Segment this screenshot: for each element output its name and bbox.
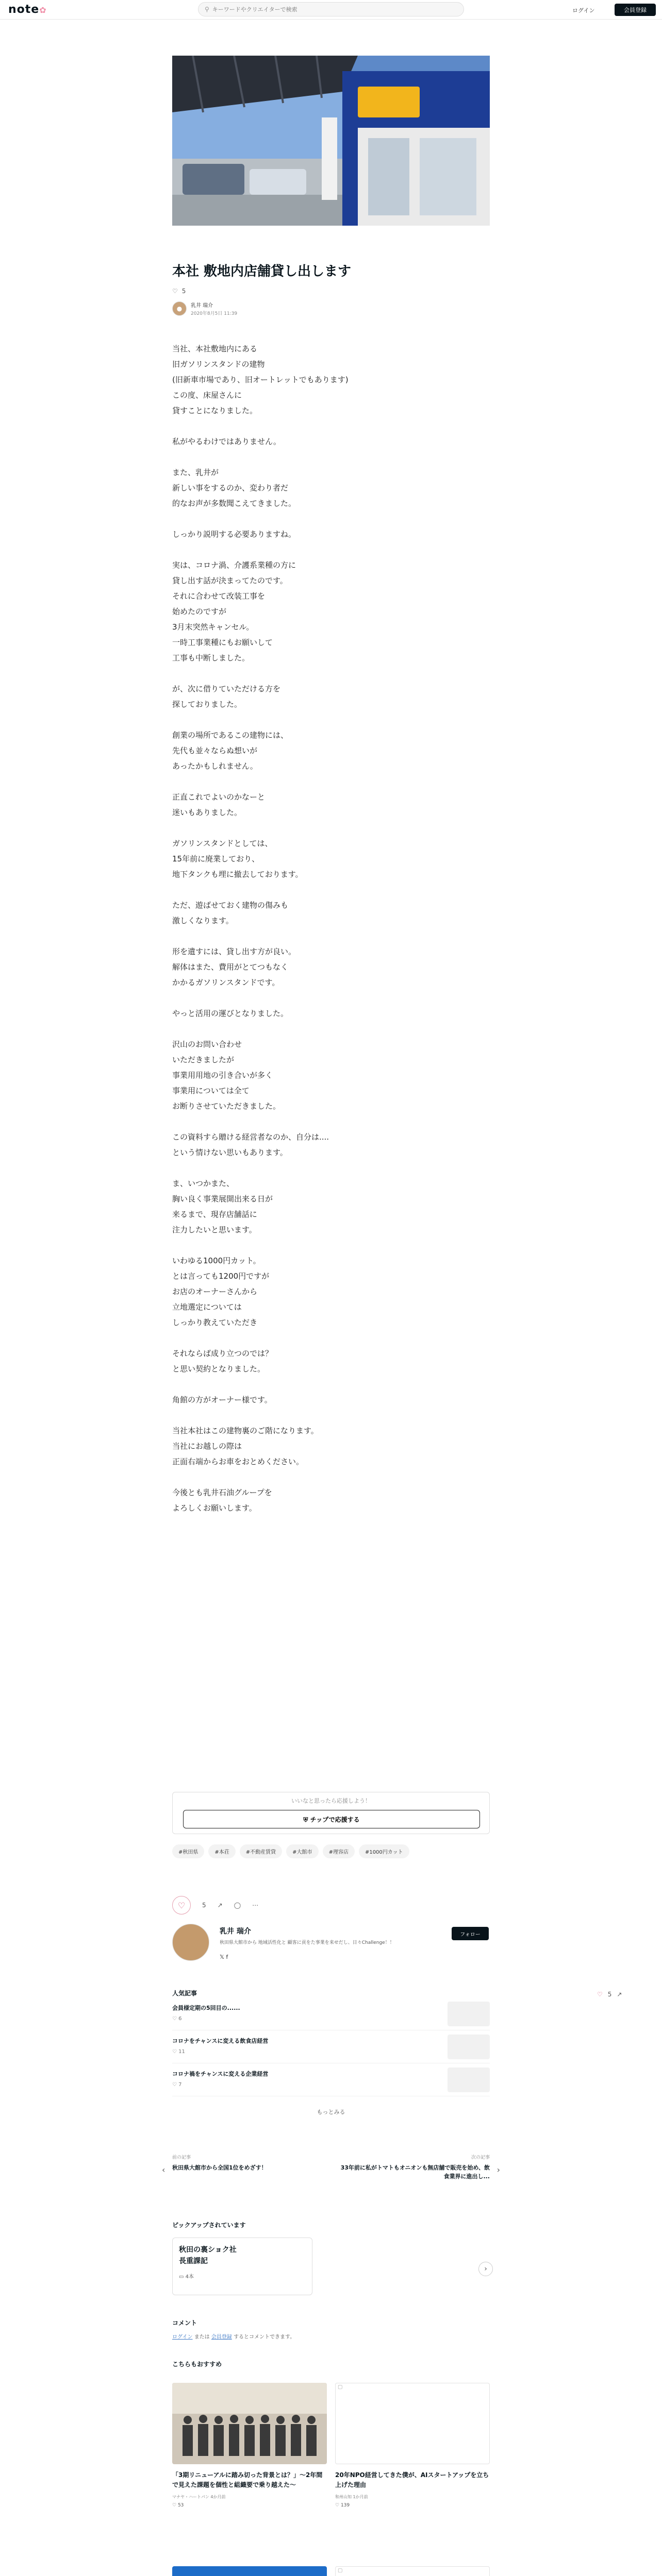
tip-label: チップで応援する — [310, 1816, 360, 1823]
like-row — [172, 287, 490, 295]
section-title: こちらもおすすめ — [172, 2361, 222, 2368]
author-meta — [191, 301, 237, 316]
see-more-link[interactable]: もっとみる — [317, 2109, 345, 2115]
magazine-card[interactable] — [172, 2238, 312, 2295]
chevron-right-icon: › — [496, 2165, 500, 2175]
thumbnail — [448, 2067, 490, 2092]
thumbnail — [335, 2566, 490, 2576]
paragraph: 形を遺すには、貸し出す方が良い。 解体はまた、費用がとてつもなく かかるガソリンスタンドです。 — [172, 947, 296, 987]
tip-button[interactable] — [183, 1810, 480, 1828]
tag[interactable]: #本荘 — [208, 1844, 235, 1858]
paragraph: ま、いつかまた、 胸い良く事業展開出来る日が 来るまで、現存店舗話に 注力したいと思います。 — [172, 1179, 273, 1234]
post-date: 2020年8月5日 11:39 — [191, 311, 238, 316]
comments-section — [172, 2318, 490, 2340]
banner — [172, 2566, 327, 2576]
article — [172, 56, 490, 1531]
heart-icon: ✿ — [39, 5, 47, 15]
next-article-link[interactable] — [340, 2154, 500, 2197]
creator-name[interactable]: 乳井 瑞介 — [220, 1927, 251, 1936]
creator-bio: 秋田県大館市から 地域活性化と 顧客に貢をた事業を来せだし、日々Challenge！！ — [220, 1940, 394, 1945]
like-count: 139 — [340, 2503, 350, 2508]
more-icon[interactable]: ⋯ — [252, 1902, 259, 1909]
note-logo[interactable] — [8, 3, 47, 16]
heart-icon: ♡ — [177, 1900, 186, 1910]
heart-outline-icon[interactable]: ♡ — [597, 1991, 603, 1998]
card-meta: 和州山知 1か月前 — [335, 2495, 368, 2499]
list-item-title: コロナ禍をチャンスに変える企業経営 — [172, 2071, 269, 2077]
paragraph: 当社、本社敷地内にある 旧ガソリンスタンドの建物 (旧新車市場であり、旧オートレットでもあります) この度、床屋さんに 貸すことになりました。 — [172, 344, 349, 415]
author-row — [172, 301, 490, 316]
support-box — [172, 1792, 490, 1834]
follow-button[interactable]: フォロー — [452, 1927, 489, 1940]
signup-link[interactable]: 会員登録 — [211, 2334, 232, 2340]
magazine-count: ▭ 4本 — [179, 2274, 194, 2280]
section-title: コメント — [172, 2319, 197, 2327]
logo-text: note — [8, 3, 40, 16]
broken-image-icon: ▢ — [338, 2384, 343, 2390]
article-title: 本社 敷地内店舗貸し出します — [172, 264, 352, 279]
paragraph: 角館の方がオーナー様です。 — [172, 1395, 272, 1404]
magazine-title: 秋田の裏ショク社 長重課記 — [179, 2246, 237, 2265]
tag[interactable]: #秋田県 — [172, 1844, 204, 1858]
list-item[interactable] — [172, 1997, 490, 2030]
paragraph: しっかり説明する必要ありますね。 — [172, 530, 296, 539]
signup-button[interactable]: 会員登録 — [615, 4, 656, 16]
avatar[interactable]: ● — [172, 301, 187, 316]
article-count: 4本 — [185, 2274, 194, 2280]
support-caption: いいなと思ったら応援しよう！ — [291, 1798, 371, 1804]
popular-articles — [172, 1989, 490, 2116]
list-item-title: 会員様定期の5回目の...... — [172, 2005, 240, 2011]
comment-icon[interactable]: ◯ — [234, 1902, 241, 1909]
tag-list — [172, 1844, 490, 1858]
list-item[interactable] — [172, 2063, 490, 2096]
or-text: または — [194, 2334, 210, 2340]
paragraph: この資料すら贈ける経営者なのか、自分は.... という情けない思いもあります。 — [172, 1132, 329, 1157]
next-label: 次の記事 — [471, 2155, 490, 2160]
list-item[interactable] — [172, 2030, 490, 2063]
recommended-grid — [172, 2383, 490, 2576]
pickup-section — [172, 2221, 490, 2295]
thumbnail — [448, 2002, 490, 2026]
side-like-count: 5 — [607, 1991, 612, 1998]
group-photo — [172, 2383, 327, 2464]
list-item-title: コロナをチャンスに変える飲食店経営 — [172, 2038, 269, 2044]
tip-icon: ⛨ — [303, 1816, 310, 1823]
paragraph: それならば成り立つのでは？ と思い契約となりました。 — [172, 1349, 273, 1374]
tag[interactable]: #大館市 — [286, 1844, 318, 1858]
thumbnail — [172, 2383, 327, 2464]
section-title: 人気記事 — [172, 1990, 197, 1997]
action-bar — [172, 1896, 490, 1914]
paragraph: ガソリンスタンドとしては、 15年前に廃業しており、 地下タンクも埋に撤去しております。 — [172, 839, 303, 879]
search-box[interactable] — [198, 2, 464, 16]
heart-outline-icon[interactable]: ♡ — [172, 287, 178, 295]
login-link[interactable]: ログイン — [172, 2334, 193, 2340]
paragraph: 沢山のお問い合わせ いただきましたが 事業用用地の引き合いが多く 事業用については全て お断りさせていただきました。 — [172, 1040, 281, 1111]
like-count: 7 — [178, 2082, 182, 2088]
paragraph: やっと活用の運びとなりました。 — [172, 1009, 289, 1018]
share-icon[interactable]: ↗ — [617, 1991, 622, 1998]
paragraph: いわゆる1000円カット。 とは言っても1200円ですが お店のオーナーさんから 立地選定については しっかり教えていただき — [172, 1256, 270, 1327]
article-card[interactable] — [335, 2566, 490, 2576]
paragraph: また、乳井が 新しい事をするのか、変わり者だ 的なお声が多数聞こえてきました。 — [172, 468, 296, 508]
card-likes: ♡ 139 — [335, 2503, 350, 2508]
list-item-likes: ♡ 7 — [172, 2082, 182, 2088]
search-icon: ⚲ — [205, 6, 209, 13]
like-count: 11 — [178, 2049, 185, 2055]
paragraph: ただ、遊ばせておく建物の傷みも 激しくなります。 — [172, 901, 289, 925]
paragraph: 当社本社はこの建物裏のご階になります。 当社にお越しの際は 正面右端からお車をおとめください。 — [172, 1426, 319, 1466]
chevron-left-icon: ‹ — [162, 2165, 166, 2175]
article-card[interactable] — [335, 2383, 490, 2566]
paragraph: が、次に借りていただける方を 探しておりました。 — [172, 684, 281, 709]
creator-avatar[interactable] — [172, 1924, 209, 1961]
side-actions — [597, 1991, 622, 1998]
tag[interactable]: #理容店 — [323, 1844, 355, 1858]
comment-prompt-tail: するとコメントできます。 — [234, 2334, 295, 2340]
carousel-next-button[interactable]: › — [478, 2262, 493, 2276]
section-title: ピックアップされています — [172, 2222, 246, 2229]
list-item-likes: ♡ 6 — [172, 2016, 182, 2022]
paragraph: 実は、コロナ渦、介護系業種の方に 貸し出す話が決まってたのです。 それに合わせて改装工事を 始めたのですが 3月末突然キャンセル。 一時工事業種にもお願いして 工事も中断しました。 — [172, 561, 296, 663]
paragraph: 私がやるわけではありません。 — [172, 437, 281, 446]
share-icon[interactable]: ↗ — [217, 1902, 223, 1909]
social-icons[interactable]: 𝕏 f — [220, 1954, 228, 1960]
thumbnail — [335, 2383, 490, 2464]
article-card[interactable] — [172, 2383, 327, 2566]
thumbnail — [448, 2035, 490, 2059]
prev-title: 秋田県大館市から全国1位をめざす！ — [172, 2164, 267, 2171]
like-count: 5 — [181, 287, 186, 295]
card-title: 20年NPO経営してきた僕が、AIスタートアップを立ち上げた理由 — [335, 2471, 489, 2488]
comment-prompt — [172, 2332, 490, 2340]
card-meta: マナヤ・ハートパン 4か月前 — [172, 2495, 226, 2499]
hero-image — [172, 56, 490, 226]
article-body — [172, 341, 490, 1516]
like-count: 5 — [202, 1902, 206, 1909]
list-item-likes: ♡ 11 — [172, 2049, 185, 2055]
card-title: 「3期リニューアルに踏み切った背景とは？」～2年間で見えた課題を個性と組織要で乗り越えた～ — [172, 2471, 323, 2488]
paragraph: 正直これでよいのかなーと 迷いもありました。 — [172, 792, 266, 817]
broken-image-icon: ▢ — [338, 2568, 343, 2573]
login-link[interactable]: ログイン — [572, 7, 595, 14]
prev-label: 前の記事 — [172, 2155, 191, 2160]
creator-card — [172, 1924, 490, 1975]
like-count: 53 — [177, 2503, 184, 2508]
prev-next-nav — [162, 2154, 500, 2197]
thumbnail — [172, 2566, 327, 2576]
author-name[interactable]: 乳井 瑞介 — [191, 303, 213, 309]
next-title: 33年前に私がトマトもオニオンも無店舗で販売を始め、飲食業界に進出し... — [340, 2164, 490, 2180]
search-input[interactable] — [212, 6, 450, 13]
site-header — [0, 0, 662, 20]
like-count: 6 — [178, 2016, 182, 2022]
like-button[interactable] — [172, 1896, 191, 1914]
card-likes: ♡ 53 — [172, 2503, 184, 2508]
paragraph: 今後とも乳井石油グループを よろしくお願いします。 — [172, 1488, 272, 1513]
paragraph: 創業の場所であるこの建物には、 先代も並々ならぬ想いが あったかもしれません。 — [172, 731, 289, 771]
article-card[interactable] — [172, 2566, 327, 2576]
prev-article-link[interactable] — [162, 2154, 322, 2197]
gas-station-photo — [172, 56, 490, 226]
tag[interactable]: #1000円カット — [359, 1844, 409, 1858]
tag[interactable]: #不動産賃貸 — [240, 1844, 282, 1858]
recommended-section — [172, 2360, 490, 2576]
